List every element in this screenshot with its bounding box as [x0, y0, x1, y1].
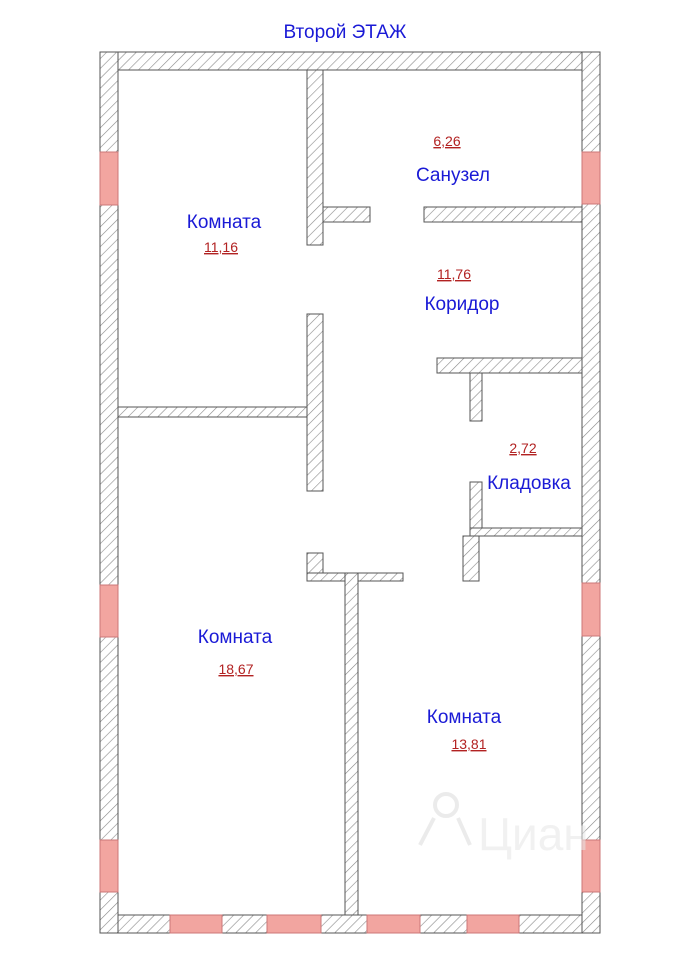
- window-right-mid: [582, 583, 600, 636]
- window-left-top: [100, 152, 118, 205]
- room-name: Коридор: [424, 294, 500, 315]
- inner-wall-mid: [307, 314, 323, 491]
- room-name: Комната: [186, 212, 262, 233]
- inner-wall-bathroom-bottom: [424, 207, 582, 222]
- room-name: Кладовка: [487, 473, 571, 494]
- room-area: 11,16: [204, 239, 238, 255]
- window-right-top: [582, 152, 600, 204]
- room-bottom-right: [427, 707, 502, 752]
- plan-title: Второй ЭТАЖ: [283, 22, 407, 43]
- room-top-left: [187, 212, 262, 255]
- inner-wall-lower-vertical: [345, 573, 358, 915]
- room-bottom-left: [198, 627, 273, 677]
- watermark-pin-icon: [435, 794, 457, 816]
- room-name: Комната: [197, 627, 273, 648]
- room-area: 6,26: [433, 133, 461, 149]
- room-corridor: [424, 266, 499, 315]
- window-bottom-1: [170, 915, 222, 933]
- inner-wall-storage-bottom: [470, 528, 582, 536]
- window-bottom-4: [467, 915, 519, 933]
- room-area: 2,72: [509, 440, 537, 456]
- watermark-text: Циан: [478, 808, 589, 860]
- room-area: 18,67: [218, 661, 254, 677]
- watermark-pin-tail-icon: [420, 818, 470, 845]
- inner-wall-storage-left-bottom: [470, 482, 482, 528]
- outer-wall-top: [100, 52, 600, 70]
- room-name: Санузел: [415, 165, 491, 186]
- inner-wall-storage-lower: [463, 536, 479, 581]
- room-bathroom: [416, 133, 490, 186]
- inner-wall-rooms-divider: [118, 407, 307, 417]
- room-area: 13,81: [451, 736, 487, 752]
- room-storage: [487, 440, 571, 494]
- inner-wall-top-left-right: [307, 70, 323, 245]
- room-name: Комната: [426, 707, 502, 728]
- watermark-logo: [420, 794, 589, 860]
- inner-wall-bathroom-stub: [323, 207, 370, 222]
- inner-wall-corridor-bottom: [437, 358, 582, 373]
- window-bottom-3: [367, 915, 420, 933]
- window-bottom-2: [267, 915, 321, 933]
- window-left-bottom: [100, 840, 118, 892]
- room-area: 11,76: [437, 266, 471, 282]
- inner-wall-storage-left-top: [470, 373, 482, 421]
- window-left-mid: [100, 585, 118, 637]
